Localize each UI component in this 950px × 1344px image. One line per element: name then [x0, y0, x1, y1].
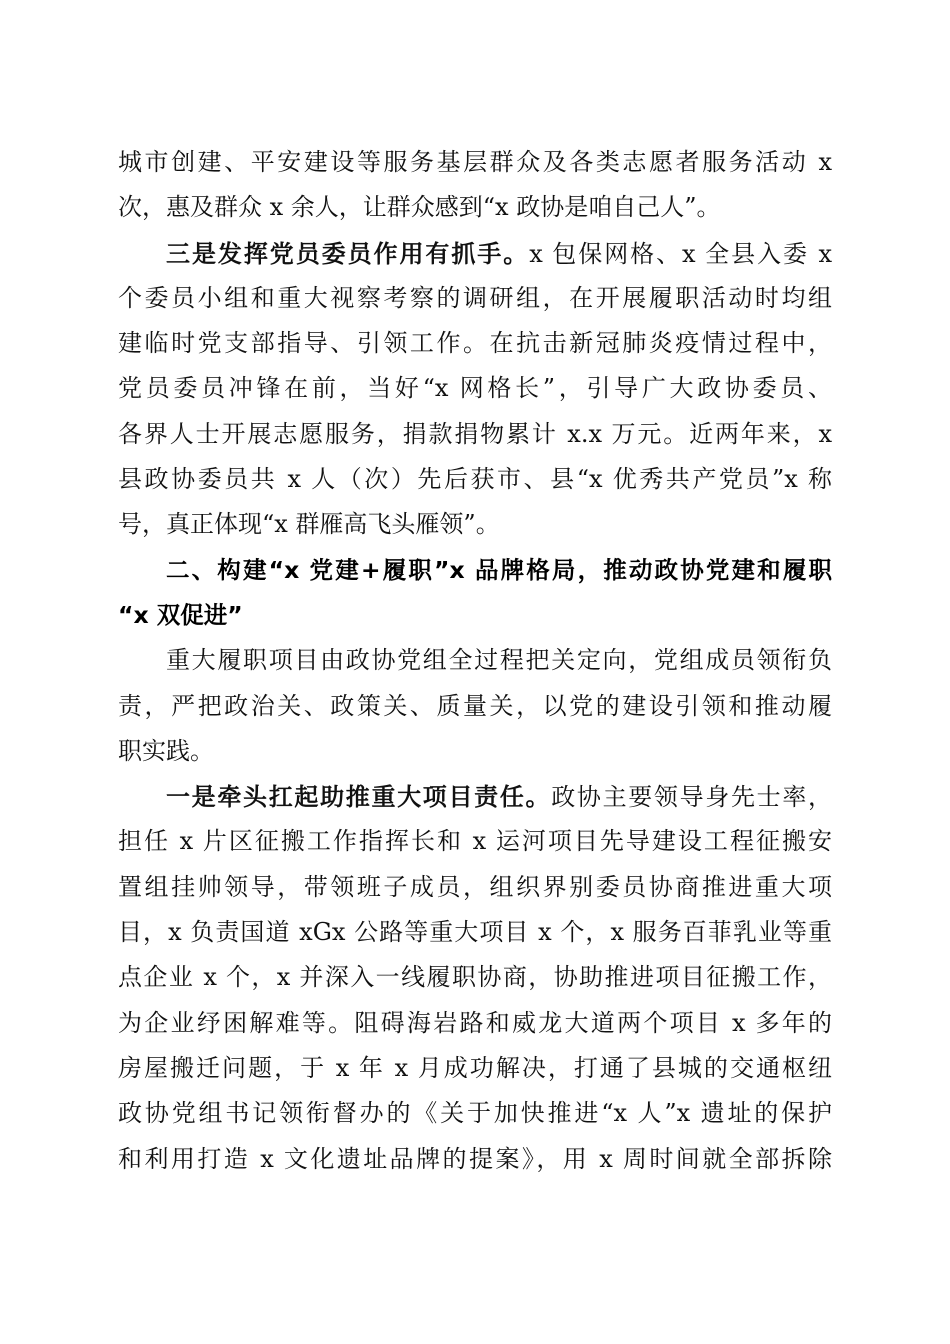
document-body — [118, 140, 832, 1182]
text-line: 县政协委员共 x 人（次）先后获市、县“x 优秀共产党员”x 称 — [118, 465, 832, 494]
text-line: 为企业纾困解难等。阻碍海岩路和威龙大道两个项目 x 多年的 — [118, 1008, 832, 1037]
text-line: 职实践。 — [118, 736, 214, 765]
paragraph-major-projects-responsibility — [118, 774, 832, 1182]
text-line: 置组挂帅领导，带领班子成员，组织界别委员协商推进重大项 — [118, 872, 832, 901]
section-heading — [118, 548, 832, 639]
text-line: 房屋搬迁问题，于 x 年 x 月成功解决，打通了县城的交通枢纽 — [118, 1053, 832, 1082]
text-line: 个委员小组和重大视察考察的调研组，在开展履职活动时均组 — [118, 283, 832, 312]
text-line — [118, 231, 832, 276]
text-line: 担任 x 片区征搬工作指挥长和 x 运河项目先导建设工程征搬安 — [118, 827, 832, 856]
text-line: 各界人士开展志愿服务，捐款捐物累计 x.x 万元。近两年来，x — [118, 419, 832, 448]
heading-line: “x 双促进” — [118, 600, 243, 629]
paragraph-party-members-role — [118, 231, 832, 548]
text-line: 号，真正体现“x 群雁高飞头雁领”。 — [118, 510, 500, 539]
text-line: 和利用打造 x 文化遗址品牌的提案》，用 x 周时间就全部拆除 — [118, 1144, 832, 1173]
text-line: 政协党组书记领衔督办的《关于加快推进“x 人”x 遗址的保护 — [118, 1099, 832, 1128]
text-line — [118, 774, 832, 819]
text-line: 责，严把政治关、政策关、质量关，以党的建设引领和推动履 — [118, 691, 832, 720]
paragraph-lead-bold: 三是发挥党员委员作用有抓手。 — [166, 238, 530, 268]
text-line: 建临时党支部指导、引领工作。在抗击新冠肺炎疫情过程中， — [118, 329, 832, 358]
text-line: 党员委员冲锋在前，当好“x 网格长”，引导广大政协委员、 — [118, 374, 832, 403]
text-line: 目，x 负责国道 xGx 公路等重大项目 x 个，x 服务百菲乳业等重 — [118, 918, 832, 947]
paragraph-lead-bold: 一是牵头扛起助推重大项目责任。 — [166, 782, 552, 812]
text-line: 次，惠及群众 x 余人，让群众感到“x 政协是咱自己人”。 — [118, 193, 721, 222]
heading-line: 二、构建“x 党建+履职”x 品牌格局，推动政协党建和履职 — [166, 555, 832, 584]
text-line: 点企业 x 个，x 并深入一线履职协商，协助推进项目征搬工作， — [118, 963, 832, 992]
text-span: x 包保网格、x 全县入委 x — [529, 239, 833, 268]
text-span: 政协主要领导身先士率， — [551, 783, 833, 812]
text-line: 城市创建、平安建设等服务基层群众及各类志愿者服务活动 x — [118, 148, 832, 176]
paragraph-major-projects-intro — [118, 638, 832, 774]
text-line: 重大履职项目由政协党组全过程把关定向，党组成员领衔负 — [166, 646, 832, 675]
paragraph-volunteer-services — [118, 140, 832, 231]
